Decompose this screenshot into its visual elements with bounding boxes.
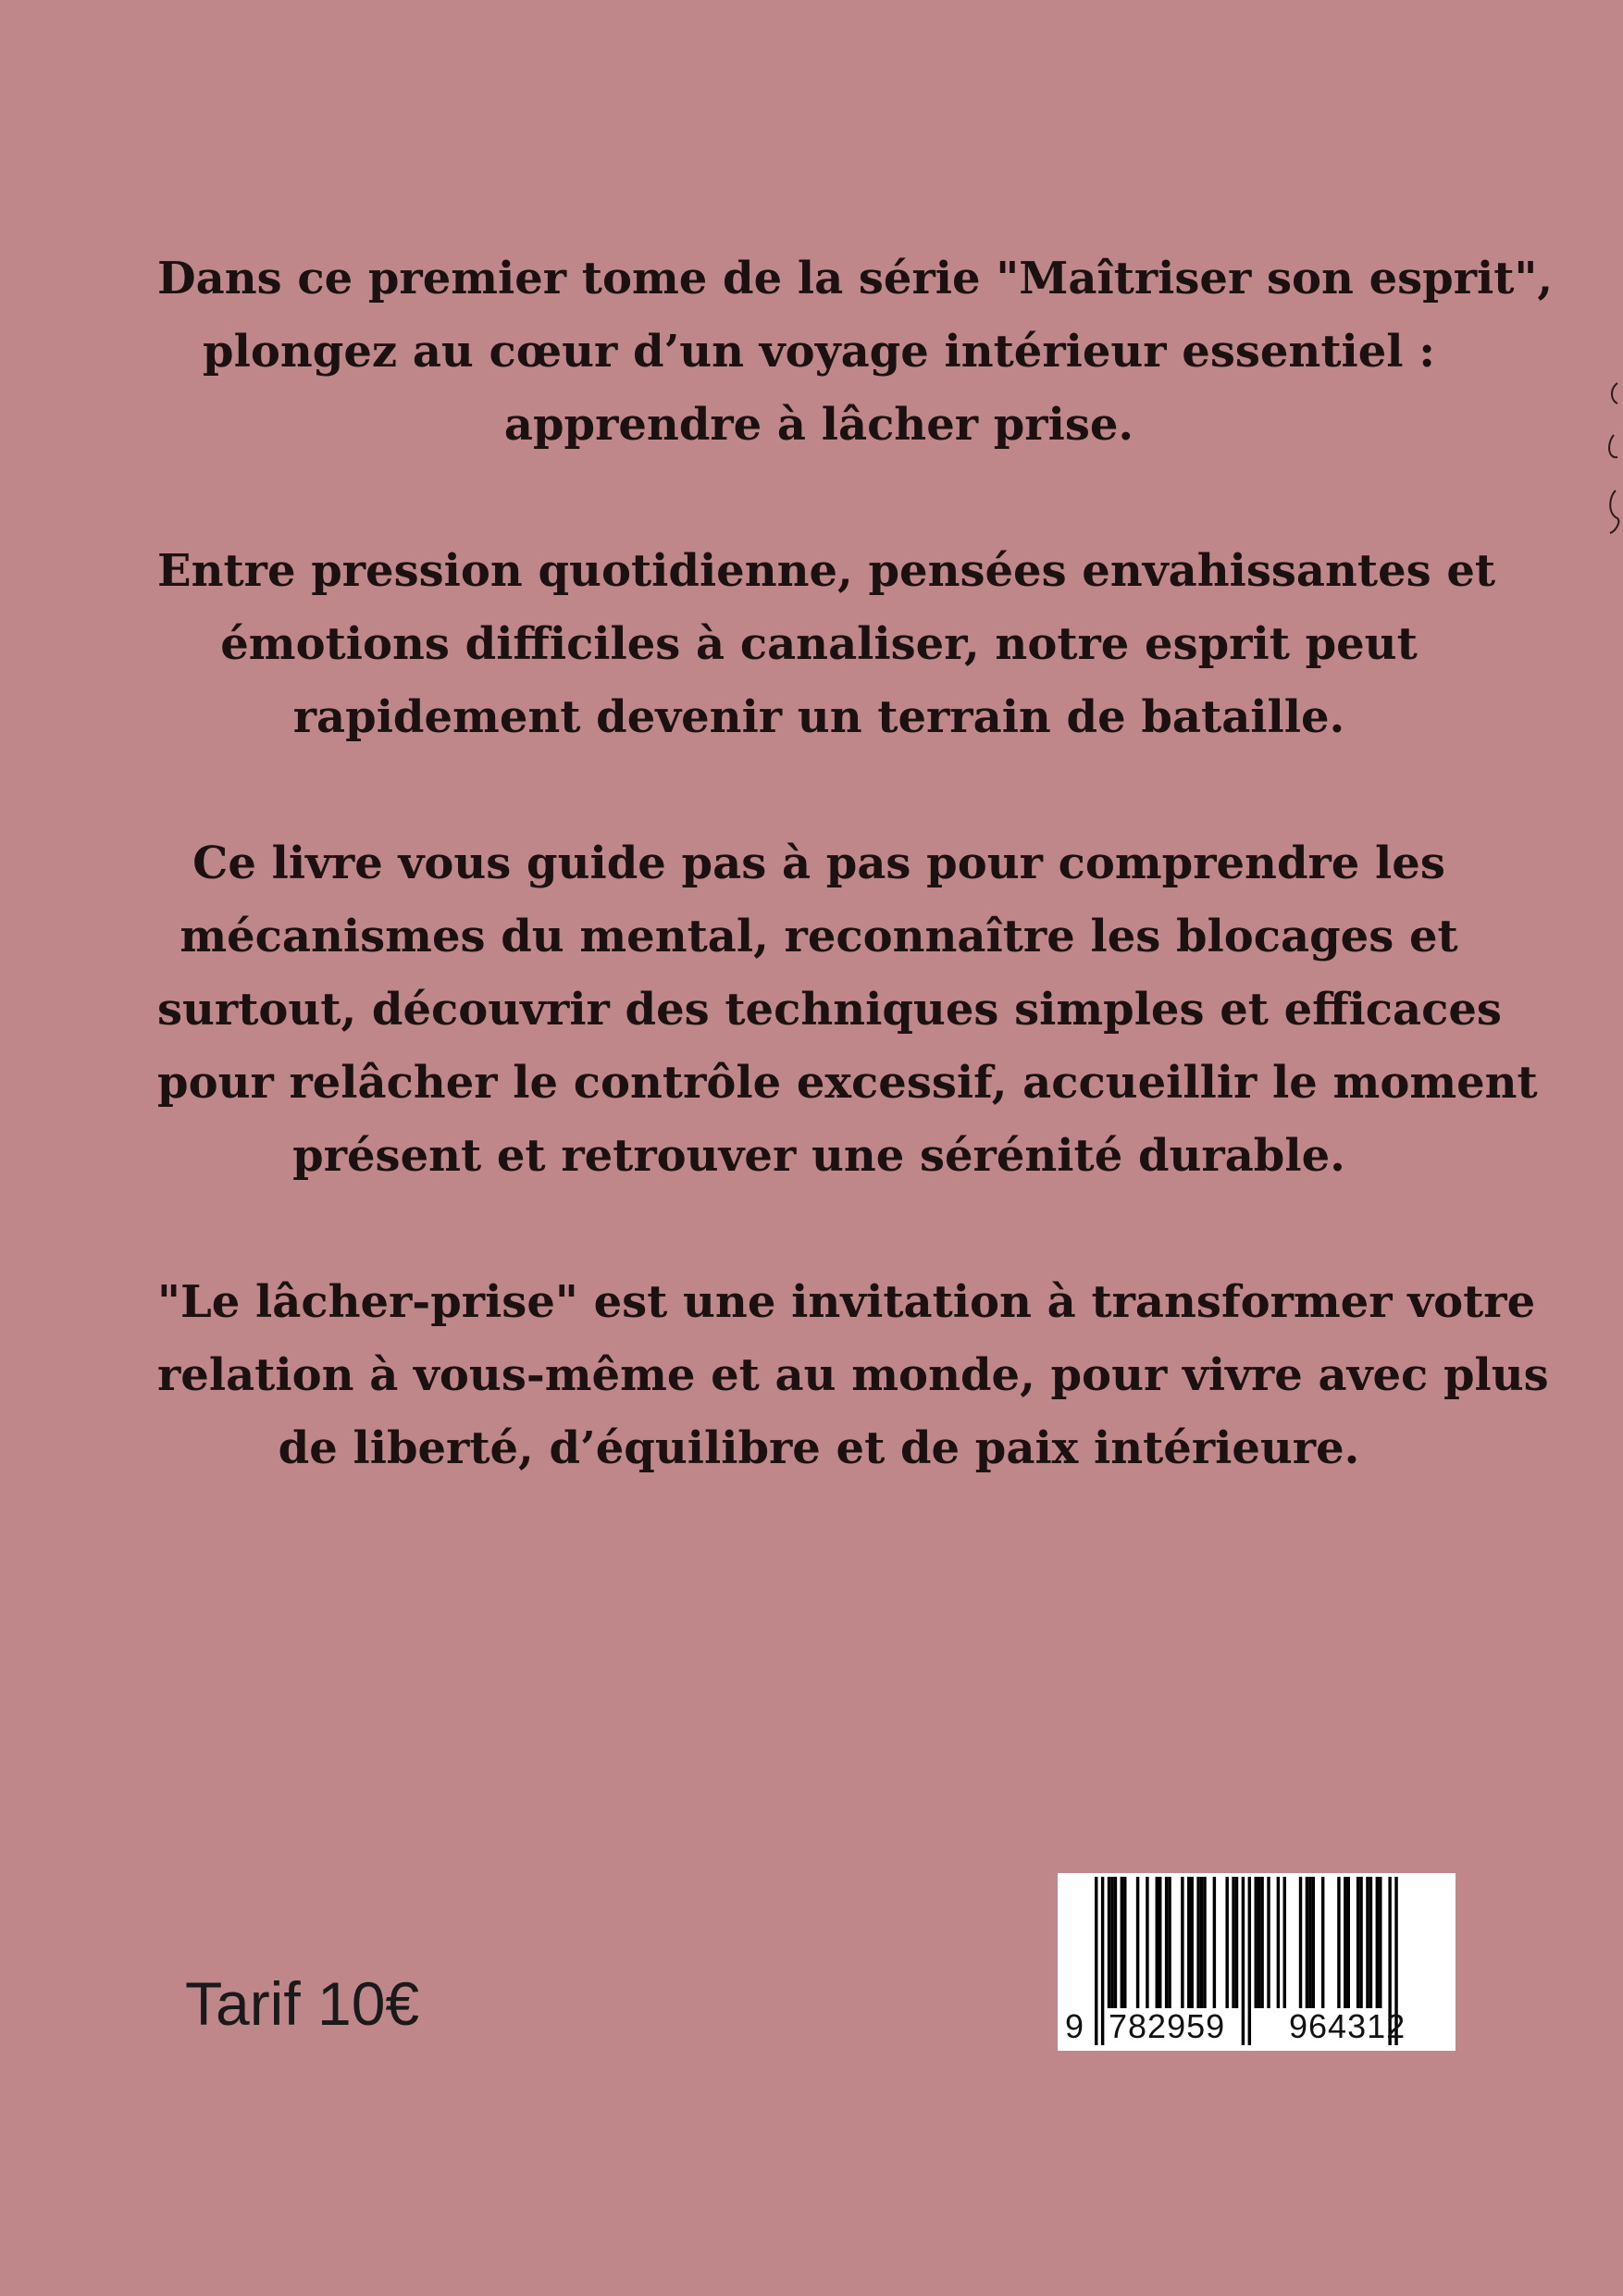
barcode-bar [1121,1877,1123,2008]
barcode-bar [1158,1877,1161,2008]
blurb-line: plongez au cœur d’un voyage intérieur essentiel : [203,326,1435,378]
barcode-bar [1114,1877,1117,2008]
barcode-digits [1058,2008,1456,2045]
barcode-bar [1191,1877,1194,2008]
barcode-bar [1255,1877,1258,2008]
barcode-bar [1347,1877,1350,2008]
barcode-bar [1359,1877,1362,2008]
barcode-bar [1306,1877,1308,2008]
blurb-line: de liberté, d’équilibre et de paix intérieure. [278,1422,1360,1474]
barcode-bar [1136,1877,1139,2008]
blurb-line: Entre pression quotidienne, pensées envahissantes et [157,545,1496,597]
barcode-bar [1165,1877,1168,2008]
barcode-left-group: 782959 [1109,2007,1226,2045]
barcode-bar [1196,1877,1199,2008]
blurb-paragraph-3 [157,827,1538,1193]
barcode-bar [1108,1877,1110,2008]
blurb-paragraph-2 [157,535,1496,754]
barcode-bar [1187,1877,1190,2008]
barcode-bar [1156,1877,1158,2008]
barcode-bar [1369,1877,1372,2008]
barcode-bar [1366,1877,1369,2008]
blurb-line: Dans ce premier tome de la série "Maîtriser son esprit", [157,253,1554,304]
barcode-bar [1213,1877,1216,2008]
barcode-bar [1376,1877,1379,2008]
barcode-bar [1277,1877,1280,2008]
barcode-bar [1337,1877,1340,2008]
blurb-line: surtout, découvrir des techniques simples et efficaces [157,984,1502,1036]
barcode-bar [1321,1877,1324,2008]
blurb-line: mécanismes du mental, reconnaître les blocages et [180,911,1458,962]
barcode-bar [1146,1877,1148,2008]
blurb-line: relation à vous-même et au monde, pour vivre avec plus [157,1349,1549,1401]
blurb-line: présent et retrouver une sérénité durable. [292,1130,1345,1182]
blurb-line: émotions difficiles à canaliser, notre esprit peut [220,618,1418,670]
barcode-bar [1299,1877,1302,2008]
barcode-bar [1203,1877,1206,2008]
barcode-bar [1357,1877,1359,2008]
barcode-bar [1267,1877,1270,2008]
blurb-paragraph-4 [157,1266,1549,1485]
blurb-line: Ce livre vous guide pas à pas pour comprendre les [192,838,1445,889]
barcode-bar [1168,1877,1171,2008]
barcode-bar [1235,1877,1238,2008]
isbn-barcode [1058,1873,1456,2051]
barcode-right-group: 964312 [1289,2007,1406,2045]
barcode-bar [1260,1877,1263,2008]
blurb-line: apprendre à lâcher prise. [503,399,1134,451]
barcode-bar [1344,1877,1346,2008]
blurb-line: "Le lâcher-prise" est une invitation à transformer votre [157,1276,1536,1328]
barcode-bar [1110,1877,1113,2008]
blurb-paragraph-1 [157,242,1554,462]
price-label: Tarif 10€ [185,1969,420,2038]
barcode-bar [1283,1877,1286,2008]
spine-script-mark [1603,379,1623,537]
barcode-bar [1181,1877,1183,2008]
barcode-bar [1258,1877,1260,2008]
barcode-bar [1379,1877,1381,2008]
barcode-bar [1200,1877,1203,2008]
blurb-line: rapidement devenir un terrain de bataille. [292,691,1345,743]
barcode-bar [1123,1877,1126,2008]
blurb-text [157,242,1554,1485]
barcode-bar [1232,1877,1234,2008]
barcode-lead-digit: 9 [1065,2007,1084,2045]
barcode-bar [1312,1877,1315,2008]
barcode-bar [1225,1877,1228,2008]
barcode-bar [1308,1877,1311,2008]
blurb-line: pour relâcher le contrôle excessif, accueillir le moment [157,1057,1538,1109]
